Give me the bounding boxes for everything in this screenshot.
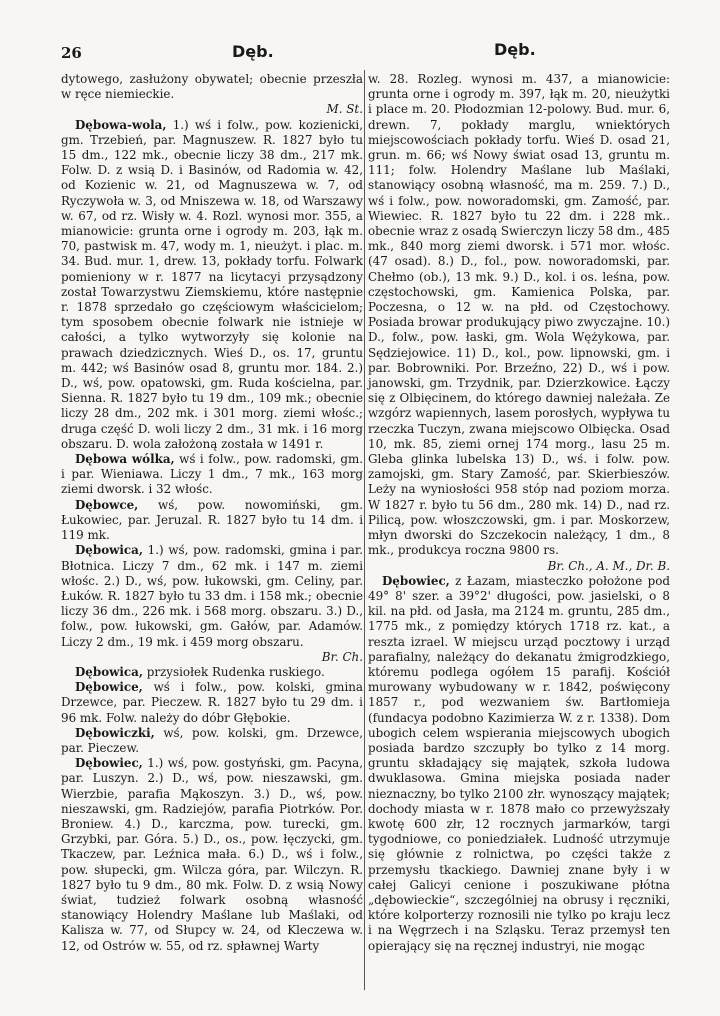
entry-headword: Dębowica, <box>75 664 143 679</box>
entry-headword: Dębowiec, <box>75 756 143 771</box>
dictionary-entry <box>61 680 363 726</box>
author-signature: Br. Ch. <box>321 649 363 664</box>
entry-headword: Dębowa wólka, <box>75 452 175 467</box>
entry-text: 1.) wś i folw., pow. kozienicki, gm. Trzebień, par. Magnuszew. R. 1827 było tu 15 dm., 122 mk., obecnie liczy 38 dm., 217 mk. Folw. D. z wsią D. i Basinów, od Radomia w. 42, od Kozienic w. 21, od Magnuszewa w. 7, od Ryczywoła w. 3, od Mniszewa w. 18, od Warszawy w. 67, od rz. Wisły w. 4. Rozl. wynosi mor. 355, a mianowicie: grunta orne i ogrody m. 203, łąk m. 70, pastwisk m. 47, wody m. 1, nieużyt. i plac. m. 34. Bud. mur. 1, drew. 13, pokłady torfu. Folwark pomieniony w r. 1877 na licytacyi przysądzony został Towarzystwu Ziemskiemu, które następnie r. 1878 sprzedało go częściowym właścicielom; tym sposobem obecnie folwark nie istnieje w całości, a tylko wytworzyły się kolonie na prawach dziedzicznych. Wieś D., os. 17, gruntu m. 442; wś Basinów osad 8, gruntu mor. 184. 2.) D., wś, pow. opatowski, gm. Ruda kościelna, par. Sienna. R. 1827 było tu 19 dm., 109 mk.; obecnie liczy 28 dm., 202 mk. i 301 morg. ziemi włośc.; druga część D. woli liczy 2 dm., 31 mk. i 16 morg obszaru. D. wola założoną została w 1491 r. <box>61 117 363 451</box>
page-header <box>0 40 720 64</box>
running-head-left: Dęb. <box>232 42 274 61</box>
entry-text: wś, pow. nowomiński, gm. Łukowiec, par. Jeruzal. R. 1827 było tu 14 dm. i 119 mk. <box>61 497 363 543</box>
entry-headword: Dębowce, <box>75 497 139 512</box>
running-head-right: Dęb. <box>494 40 536 59</box>
dictionary-entry <box>61 452 363 498</box>
dictionary-entry <box>61 756 363 954</box>
entry-text: w. 28. Rozleg. wynosi m. 437, a mianowicie: grunta orne i ogrody m. 397, łąk m. 20, nieużytki i place m. 20. Płodozmian 12-polowy. Bud. mur. 6, drewn. 7, pokłady marglu, wniektórych miejscowościach pokłady torfu. Wieś D. osad 21, grun. m. 66; wś Nowy świat osad 13, gruntu m. 111; folw. Holendry Maślane lub Maślaki, stanowiący osobną własność, ma m. 259. 7.) D., wś i folw., pow. noworadomski, gm. Zamość, par. Wiewiec. R. 1827 było tu 22 dm. i 228 mk.. obecnie wraz z osadą Swierczyn liczy 58 dm., 485 mk., 840 morg ziemi dworsk. i 571 mor. włośc. (47 osad). 8.) D., fol., pow. noworadomski, par. Chełmo (ob.), 13 mk. 9.) D., kol. i os. leśna, pow. częstochowski, gm. Kamienica Polska, par. Poczesna, o 12 w. na płd. od Częstochowy. Posiada browar produkujący piwo zwyczajne. 10.) D., folw., pow. łaski, gm. Wola Wężykowa, par. Sędziejowice. 11) D., kol., pow. lipnowski, gm. i par. Bobrowniki. Por. Brzeźno, 22) D., wś i pow. janowski, gm. Trzydnik, par. Dzierzkowice. Łączy się z Olbięcinem, do którego dawniej należała. Ze wzgórz wapiennych, lasem porosłych, wypływa tu rzeczka Tuczyn, zwana miejscowo Olbięcka. Osad 10, mk. 85, ziemi ornej 174 morg., lasu 25 m. Gleba glinka lubelska 13) D., wś. i folw. pow. zamojski, gm. Stary Zamość, par. Skierbieszów. Leży na wyniosłości 958 stóp nad poziom morza. W 1827 r. było tu 56 dm., 280 mk. 14) D., nad rz. Pilicą, pow. włoszczowski, gm. i par. Moskorzew, młyn dworski do Szczekocin należący, 1 dm., 8 mk., produkcya roczna 9800 rs. <box>368 72 670 558</box>
author-signature: M. St. <box>326 102 363 117</box>
entry-continuation <box>368 72 670 574</box>
entry-text: wś i folw., pow. radomski, gm. i par. Wieniawa. Liczy 1 dm., 7 mk., 163 morg ziemi dworsk. i 32 włośc. <box>61 452 364 497</box>
entry-continuation <box>61 72 363 118</box>
entry-headword: Dębowiczki, <box>75 725 155 740</box>
entry-text: wś i folw., pow. kolski, gmina Drzewce, par. Pieczew. R. 1827 było tu 29 dm. i 96 mk. Folw. należy do dóbr Głębokie. <box>61 680 363 725</box>
entry-text: 1.) wś, pow. radomski, gmina i par. Błotnica. Liczy 7 dm., 62 mk. i 147 m. ziemi włośc. 2.) D., wś, pow. łukowski, gm. Celiny, par. Łuków. R. 1827 było tu 33 dm. i 158 mk.; obecnie liczy 36 dm., 226 mk. i 568 morg. obszaru. 3.) D., folw., pow. łukowski, gm. Gałów, par. Adamów. Liczy 2 dm., 19 mk. i 459 morg obszaru. <box>61 543 363 649</box>
entry-text: dytowego, zasłużony obywatel; obecnie przeszła w ręce niemieckie. <box>61 72 363 102</box>
dictionary-entry <box>61 498 363 544</box>
entry-headword: Dębowice, <box>75 680 143 695</box>
dictionary-entry <box>61 665 363 680</box>
entry-headword: Dębowa-wola, <box>75 117 167 132</box>
entry-text: z Łazam, miasteczko położone pod 49° 8' szer. a 39°2' długości, pow. jasielski, o 8 kil. na płd. od Jasła, ma 2124 m. gruntu, 285 dm., 1775 mk., z pomiędzy których 1718 rz. kat., a reszta izrael. W miejscu urząd pocztowy i urząd parafialny, należący do dekanatu żmigrodzkiego, któremu podlega ogółem 15 parafij. Kościół murowany wybudowany w r. 1842, poświęcony 1857 r., pod wezwaniem św. Bartłomieja (fundacya podobno Kazimierza W. z r. 1338). Dom ubogich celem wspierania miejscowych ubogich posiada bardzo szczupły bo tylko z 14 morg. gruntu składający się majątek, szkoła ludowa dwuklasowa. Gmina miejska posiada nader nieznaczny, bo tylko 2100 złr. wynoszący majątek; dochody miasta w r. 1878 mało co przewyższały kwotę 600 złr, 12 rocznych jarmarków, targi tygodniowe, co poniedziałek. Ludność utrzymuje się głównie z rolnictwa, po części także z przemysłu tkackiego. Dawniej znane były i w całej Galicyi cenione i poszukiwane płótna „dębowieckie“, szczególniej na obrusy i ręczniki, które kolporterzy roznosili nie tylko po kraju lecz i na Węgrzech i na Szląsku. Teraz przemysł ten opierający się na ręcznej industryi, nie mogąc <box>368 573 670 953</box>
entry-headword: Dębowiec, <box>382 573 450 588</box>
entry-text: 1.) wś, pow. gostyński, gm. Pacyna, par. Luszyn. 2.) D., wś, pow. nieszawski, gm. Wierzbie, parafia Mąkoszyn. 3.) D., wś, pow. nieszawski, gm. Radziejów, parafia Piotrków. Por. Broniew. 4.) D., karczma, pow. turecki, gm. Grzybki, par. Góra. 5.) D., os., pow. łęczycki, gm. Tkaczew, par. Leźnica mała. 6.) D., wś i folw., pow. słupecki, gm. Wilcza góra, par. Wilczyn. R. 1827 było tu 9 dm., 80 mk. Folw. D. z wsią Nowy świat, tudzież folwark osobną własność stanowiący Holendry Maślane lub Maślaki, od Kalisza w. 77, od Słupcy w. 24, od Kleczewa w. 12, od Ostrów w. 55, od rz. spławnej Warty <box>61 756 363 953</box>
author-signature: Br. Ch., A. M., Dr. B. <box>547 558 670 573</box>
right-column <box>368 72 670 954</box>
entry-text: przysiołek Rudenka ruskiego. <box>142 664 325 679</box>
page-number: 26 <box>61 44 82 62</box>
dictionary-entry <box>61 118 363 452</box>
left-column <box>61 72 363 954</box>
dictionary-entry <box>368 574 670 954</box>
entry-headword: Dębowica, <box>75 543 143 558</box>
column-divider <box>364 70 365 990</box>
dictionary-entry <box>61 543 363 665</box>
entry-text: wś, pow. kolski, gm. Drzewce, par. Pieczew. <box>61 725 363 755</box>
dictionary-entry <box>61 726 363 756</box>
